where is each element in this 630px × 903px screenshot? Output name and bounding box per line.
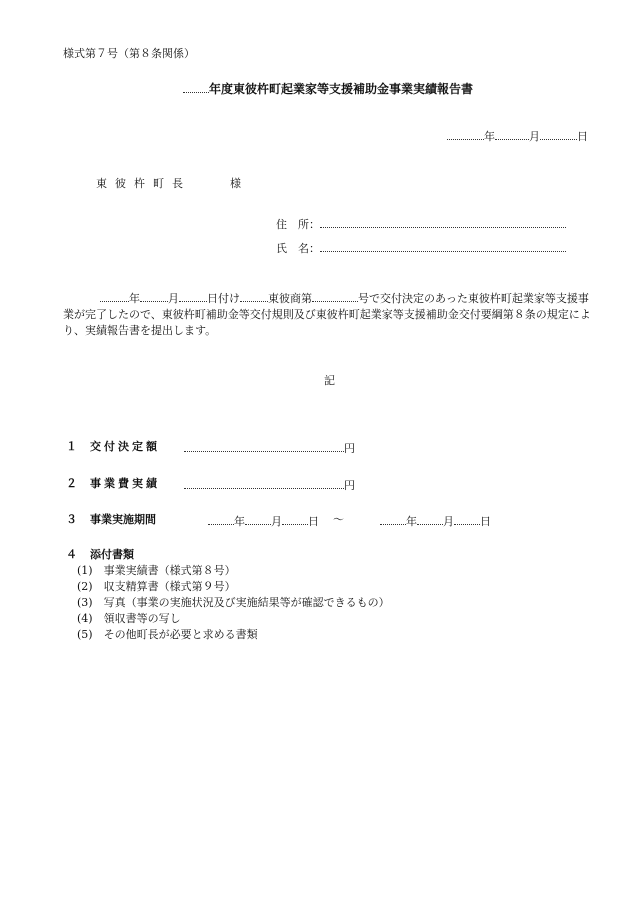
- attachment-item: (2) 収支精算書（様式第９号）: [77, 580, 236, 593]
- end-day-unit: 日: [480, 515, 491, 528]
- start-day-blank[interactable]: [282, 513, 308, 525]
- end-month-blank[interactable]: [417, 513, 443, 525]
- decision-month-blank[interactable]: [140, 290, 168, 302]
- body-paragraph: [63, 290, 593, 339]
- item-2-label: 事業費実績: [90, 477, 160, 490]
- item-4-number: ４: [66, 548, 77, 561]
- address-row: [276, 216, 566, 232]
- form-number: 様式第７号（第８条関係）: [63, 47, 195, 60]
- address-label: 住 所：: [276, 218, 320, 231]
- end-month-unit: 月: [443, 515, 454, 528]
- start-year-blank[interactable]: [208, 513, 234, 525]
- date-day-unit: 日: [577, 130, 588, 143]
- addressee-honorific: 様: [230, 177, 241, 190]
- item-1-unit: 円: [344, 442, 355, 455]
- decision-day-unit: 日付け: [207, 292, 240, 305]
- item-1-field: [184, 440, 355, 456]
- body-text: 号で交付決定のあった東彼杵町起業家等支援事業が完了したので、東彼杵町補助金等交付規則及び東彼杵町起業家等支援補助金交付要綱第８条の規定により、実績報告書を提出します。: [63, 292, 591, 337]
- date-month-blank[interactable]: [495, 128, 529, 140]
- start-month-blank[interactable]: [245, 513, 271, 525]
- decision-amount-input[interactable]: [184, 440, 344, 452]
- item-2-field: [184, 477, 355, 493]
- actual-cost-input[interactable]: [184, 477, 344, 489]
- end-day-blank[interactable]: [454, 513, 480, 525]
- start-day-unit: 日: [308, 515, 319, 528]
- period-start: [208, 513, 319, 529]
- item-3-number: ３: [66, 513, 77, 526]
- attachment-item: (1) 事業実績書（様式第８号）: [77, 564, 236, 577]
- attachment-item: (5) その他町長が必要と求める書類: [77, 628, 258, 641]
- decision-year-blank[interactable]: [100, 290, 129, 302]
- item-4-label: 添付書類: [90, 548, 134, 561]
- date-day-blank[interactable]: [540, 128, 577, 140]
- item-3-label: 事業実施期間: [90, 513, 156, 526]
- start-month-unit: 月: [271, 515, 282, 528]
- decision-day-blank[interactable]: [179, 290, 207, 302]
- decision-month-unit: 月: [168, 292, 179, 305]
- report-date: [447, 128, 588, 144]
- ki-heading: 記: [324, 374, 335, 387]
- attachment-item: (4) 領収書等の写し: [77, 612, 181, 625]
- period-tilde: ～: [333, 513, 344, 526]
- attachment-item: (3) 写真（事業の実施状況及び実施結果等が確認できるもの）: [77, 596, 390, 609]
- address-input[interactable]: [320, 216, 566, 228]
- start-year-unit: 年: [234, 515, 245, 528]
- end-year-blank[interactable]: [380, 513, 406, 525]
- addressee-name: 東彼杵町長: [96, 177, 191, 190]
- name-row: [276, 240, 566, 256]
- item-2-unit: 円: [344, 479, 355, 492]
- date-year-blank[interactable]: [447, 128, 484, 140]
- page-title: [183, 81, 473, 96]
- item-1-label: 交付決定額: [90, 440, 160, 453]
- decision-office: 東彼商第: [268, 292, 312, 305]
- item-2-number: ２: [66, 477, 77, 490]
- name-label: 氏 名：: [276, 242, 320, 255]
- title-year-blank[interactable]: [183, 81, 209, 93]
- end-year-unit: 年: [406, 515, 417, 528]
- name-input[interactable]: [320, 240, 566, 252]
- date-year-unit: 年: [484, 130, 495, 143]
- decision-office-blank[interactable]: [240, 290, 268, 302]
- item-1-number: １: [66, 440, 77, 453]
- date-month-unit: 月: [529, 130, 540, 143]
- decision-number-blank[interactable]: [312, 290, 358, 302]
- title-text: 年度東彼杵町起業家等支援補助金事業実績報告書: [209, 82, 474, 96]
- decision-year-unit: 年: [129, 292, 140, 305]
- period-end: [380, 513, 491, 529]
